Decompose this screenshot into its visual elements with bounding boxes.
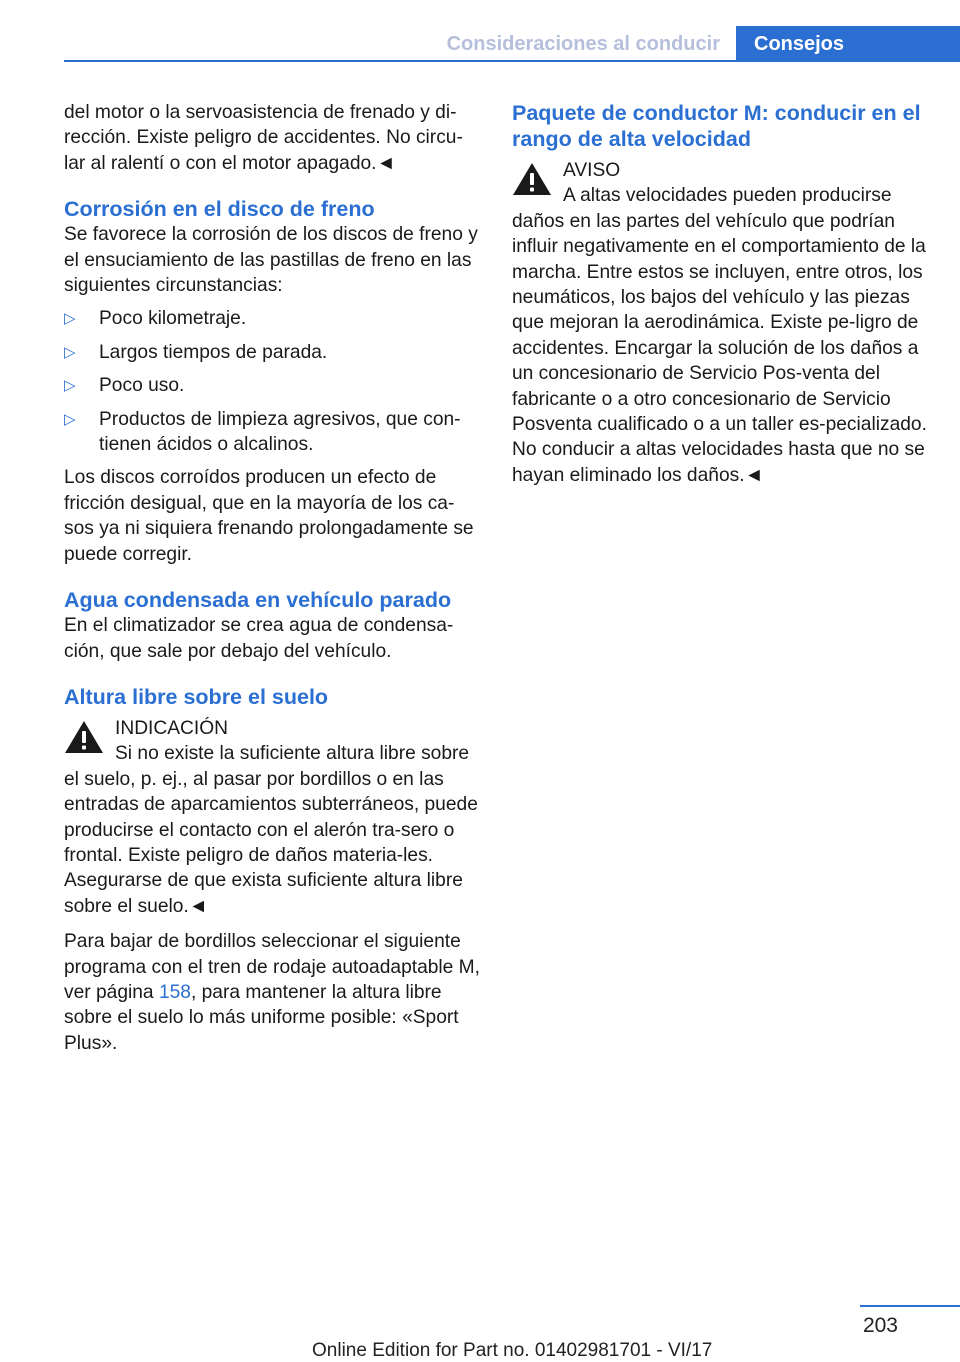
bullet-triangle-icon: ▷ xyxy=(64,310,76,328)
corrosion-list xyxy=(64,306,482,457)
footer-rule xyxy=(860,1305,960,1307)
high-speed-warning xyxy=(512,158,930,488)
bullet-triangle-icon: ▷ xyxy=(64,377,76,395)
warning-triangle-icon xyxy=(64,720,104,754)
heading-brake-corrosion: Corrosión en el disco de freno xyxy=(64,197,375,222)
warning-label: AVISO xyxy=(563,160,621,181)
corrosion-intro: Se favorece la corrosión de los discos de freno y el ensuciamiento de las pastillas de freno en las siguientes circunstancias: xyxy=(64,224,478,297)
right-column xyxy=(512,100,930,488)
condensate-text: En el climatizador se crea agua de condensa-ción, que sale por debajo del vehículo. xyxy=(64,615,454,662)
page-header xyxy=(447,26,960,62)
list-item: ▷ Largos tiempos de parada. xyxy=(64,340,482,365)
list-item: ▷ Poco kilometraje. xyxy=(64,306,482,331)
page-link-158[interactable]: 158 xyxy=(158,981,191,1003)
warning-triangle-icon xyxy=(512,162,552,196)
notice-text: Si no existe la suficiente altura libre sobre el suelo, p. ej., al pasar por bordillos o en las entradas de aparcamientos subterráneos, puede producirse el contacto con el alerón tra-sero o frontal. Existe peligro de daños materia-les. Asegurarse de que exista suficiente altura libre sobre el suelo.◄ xyxy=(64,743,478,917)
heading-condensate: Agua condensada en vehículo parado xyxy=(64,588,452,613)
header-chapter-tab: Consejos xyxy=(736,26,960,62)
bullet-triangle-icon: ▷ xyxy=(64,410,76,428)
notice-label: INDICACIÓN xyxy=(115,717,228,739)
list-item: ▷ Productos de limpieza agresivos, que con-tienen ácidos o alcalinos. xyxy=(64,408,461,456)
clearance-paragraph: Para bajar de bordillos seleccionar el siguiente programa con el tren de rodaje autoadaptable M, ver página 158, para mantener la altura libre sobre el suelo lo más uniforme posible: «Sport Plus». xyxy=(64,931,480,1054)
bullet-triangle-icon: ▷ xyxy=(64,343,76,361)
edition-footer: Online Edition for Part no. 01402981701 - VI/17 xyxy=(312,1340,713,1361)
heading-ground-clearance: Altura libre sobre el suelo xyxy=(64,684,329,709)
corrosion-outro: Los discos corroídos producen un efecto de fricción desigual, que en la mayoría de los ca-sos ya ni siquiera frenando prolongadamente se puede corregir. xyxy=(64,467,474,565)
intro-paragraph: del motor o la servoasistencia de frenado y di-rección. Existe peligro de accidentes. No circu-lar al ralentí o con el motor apagado.◄ xyxy=(64,102,463,174)
left-column xyxy=(64,100,482,1056)
list-item: ▷ Poco uso. xyxy=(64,373,482,398)
warning-text: A altas velocidades pueden producirse daños en las partes del vehículo que podrían influir negativamente en el comportamiento de la marcha. Entre estos se incluyen, entre otros, los neumáticos, los bajos del vehículo y las piezas que mejoran la aerodinámica. Existe pe-ligro de accidentes. Encargar la solución de los daños a un concesionario de Servicio Pos-venta del fabricante o a otro concesionario de Servicio Posventa cualificado o a un taller es-pecializado. No conducir a altas velocidades hasta que no se hayan eliminado los daños.◄ xyxy=(512,185,927,486)
header-section-title: Consideraciones al conducir xyxy=(446,33,720,55)
heading-high-speed: Paquete de conductor M: conducir en el rango de alta velocidad xyxy=(512,101,921,151)
page-number: 203 xyxy=(862,1314,898,1337)
header-rule xyxy=(64,60,736,62)
clearance-notice xyxy=(64,716,482,919)
